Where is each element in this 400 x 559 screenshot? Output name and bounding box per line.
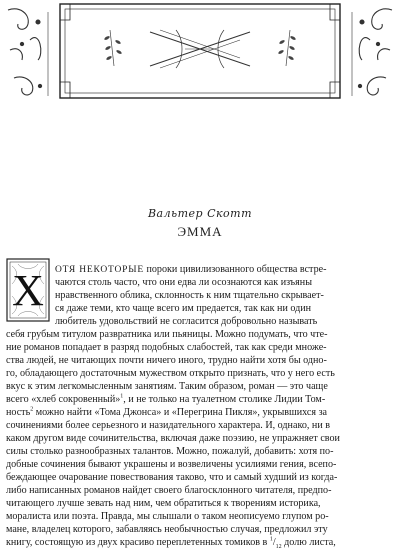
text-line-19: читающего лучше зевать над ним, чем обратиться к творениям историка, bbox=[6, 498, 321, 509]
text-line-18: либо написанных романов найдет своего благосклонного читателя, предпо- bbox=[6, 485, 332, 496]
text-line-3: нравственного облика, склонность к ним тщательно скрывает- bbox=[55, 290, 324, 301]
text-line-11: всего «хлеб сокровенный»$^1$, и не только на туалетном столике Лидии Том- bbox=[6, 393, 326, 405]
text-line-15: силы столько разнообразных талантов. Можно, пожалуй, добавить: хотя по- bbox=[6, 446, 334, 457]
text-line-2: чаются столь часто, что они едва ли осознаются как изъяны bbox=[55, 277, 312, 288]
footnote-mark: 1 bbox=[120, 393, 124, 400]
text-line-22: книгу, состоящую из двух красиво переплетенных томиков в $^1/_{12}$ долю листа, bbox=[6, 536, 336, 551]
fraction-denominator: 12 bbox=[275, 544, 282, 551]
drop-cap-letter: Х bbox=[12, 266, 44, 315]
text-line-7: ние романов попадает в разряд подобных слабостей, так как среди множе- bbox=[6, 342, 327, 353]
footnote-mark: 2 bbox=[30, 406, 34, 413]
author-name: Вальтер Скотт bbox=[147, 207, 253, 220]
text-line-9: го, обладающего достаточным мужеством открыто признать, что у него есть bbox=[6, 368, 335, 379]
text-line-8: ства людей, не читающих почти ничего иного, трудно найти хотя бы одно- bbox=[6, 355, 327, 366]
text-line-21: мане, владелец которого, забавляясь необычностью случая, предложил эту bbox=[6, 524, 328, 535]
text-line-4: ся даже теми, кто чаще всего им предается, так как ни один bbox=[55, 303, 312, 314]
text-line-20: моралиста или поэта. Правда, мы слышали о таком неописуемо глупом ро- bbox=[6, 511, 329, 522]
text-line-6: себя грубым титулом развратника или пьяницы. Можно подумать, что чте- bbox=[6, 329, 328, 340]
text-line-13: сочинениями более серьезного и назидательного характера. И, однако, ни в bbox=[6, 420, 331, 431]
text-line-17: беждающее очарование повествования таково, что и самый худший из когда- bbox=[6, 472, 338, 483]
text-line-12: ность$^2$ можно найти «Тома Джонса» и «Перегрина Пикля», укрывшихся за bbox=[6, 406, 328, 418]
text-line-5: любитель удовольствий не согласится добровольно называть bbox=[55, 316, 318, 327]
fraction-numerator: 1 bbox=[269, 536, 273, 543]
lead-smallcaps: ОТЯ НЕКОТОРЫЕ bbox=[55, 265, 144, 275]
text-line-1: ОТЯ НЕКОТОРЫЕ пороки цивилизованного общества встре- bbox=[55, 264, 327, 275]
text-line-14: каком другом виде сочинительства, включая даже поэзию, не упражняет свои bbox=[6, 433, 340, 444]
text-line-10: вкус к этим легкомысленным занятиям. Таким образом, роман — это чаще bbox=[6, 381, 328, 392]
chapter-title: ЭММА bbox=[177, 224, 223, 239]
text-line-16: добные сочинения бывают украшены и возвеличены усилиями гения, всепо- bbox=[6, 459, 337, 470]
